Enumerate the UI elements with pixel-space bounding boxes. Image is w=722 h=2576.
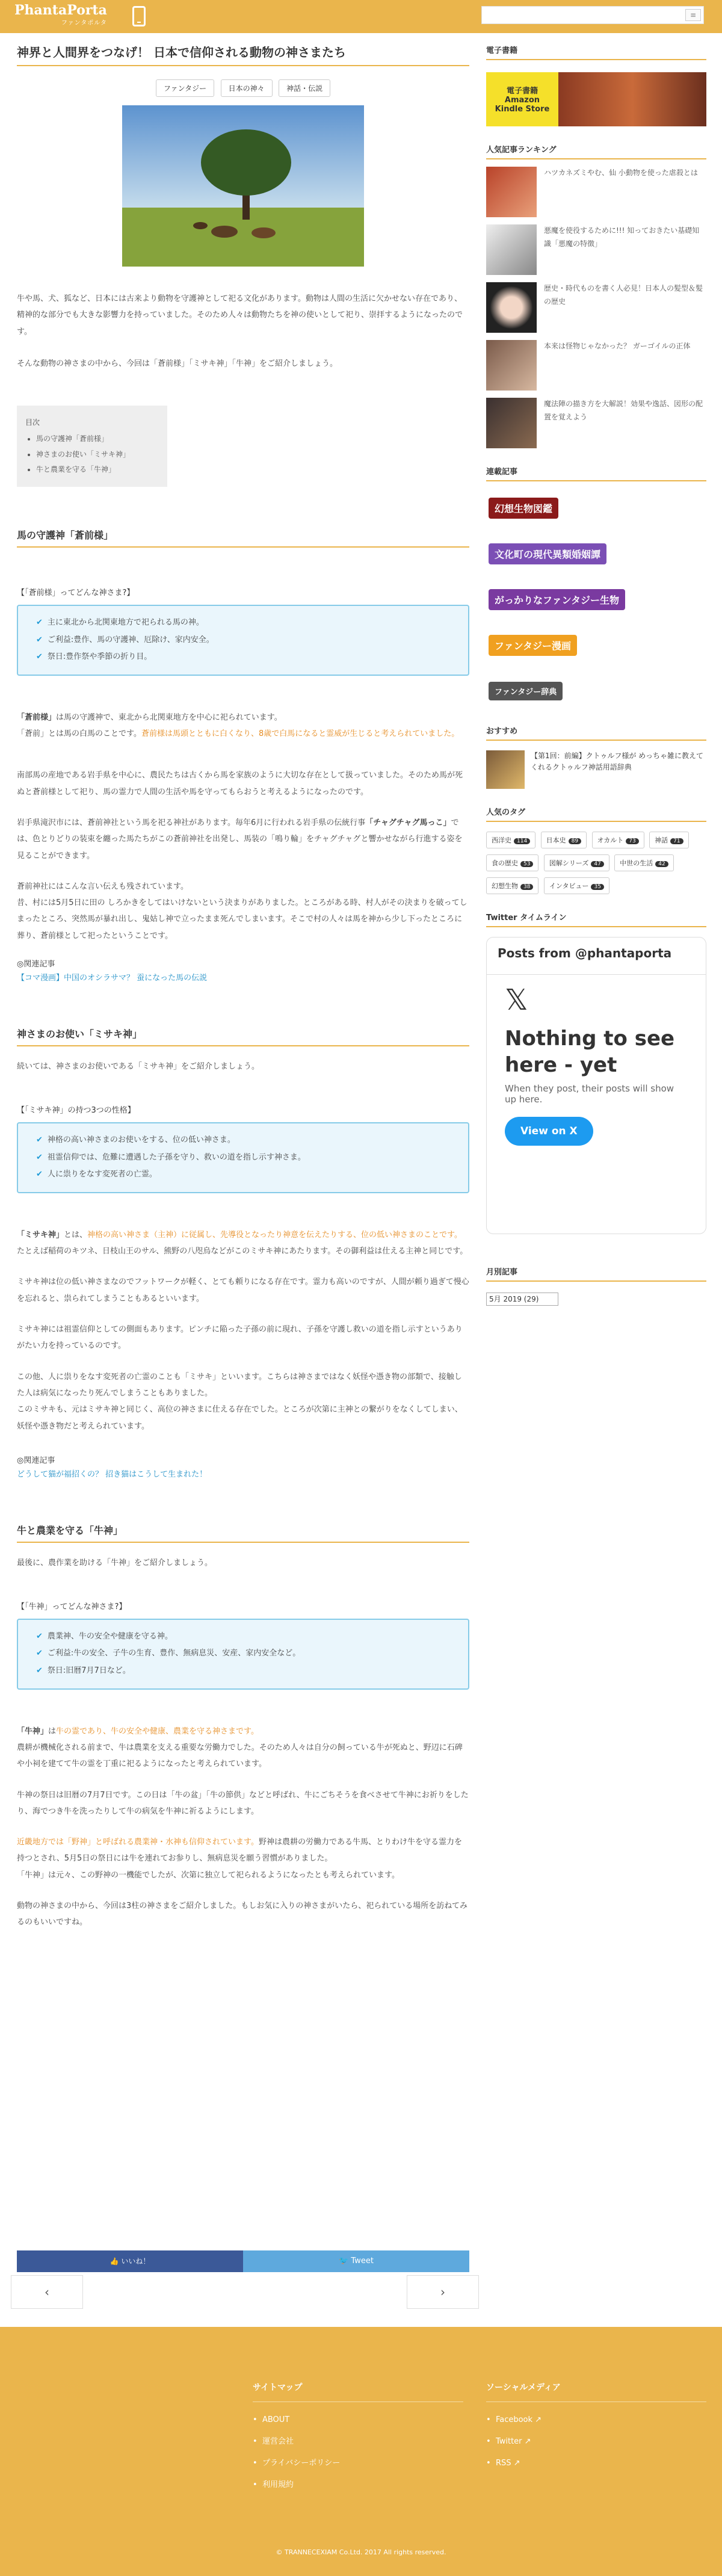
table-of-contents — [17, 406, 167, 487]
body-paragraph: 近畿地方では「野神」と呼ばれる農業神・水神も信仰されています。野神は農耕の労働力である牛馬、とりわけ牛を守る霊力を持つとされ、5月5日の祭日には牛を連れてお参りし、無病息災を願う習慣がありました。 「牛神」は元々、この野神の一機能でしたが、次第に独立して祀られるようになったとも考えられています。 — [17, 1838, 462, 1880]
related-link[interactable]: 【コマ漫画】中国のオシラサマ？ 蚕になった馬の伝説 — [17, 974, 208, 983]
footer-heading: ソーシャルメディア — [486, 2381, 706, 2402]
tweet-button[interactable]: 🐦 Tweet — [243, 2250, 469, 2272]
tag[interactable]: 日本の神々 — [221, 79, 273, 97]
widget-title: 電子書籍 — [486, 40, 706, 60]
body-paragraph: 「ミサキ神」とは、神格の高い神さま（主神）に従属し、先導役となったり神意を伝えたりする、位の低い神さまのことです。 たとえば稲荷のキツネ、日枝山王のサル、熊野の八咫烏などがこのミサキ神にあたります。その御利益は仕える主神と同じです。 — [17, 1230, 468, 1256]
footer-link[interactable]: • Facebook ↗ — [486, 2415, 542, 2424]
footer-heading: サイトマップ — [253, 2381, 463, 2402]
ranking-item[interactable]: 本来は怪物じゃなかった？ ガーゴイルの正体 — [486, 340, 706, 391]
popular-tag[interactable]: インタビュー 35 — [544, 877, 609, 894]
box-label: 【「ミサキ神」の持つ3つの性格】 — [17, 1106, 135, 1116]
info-item: ✔ 祭日:豊作祭や季節の折り目。 — [36, 652, 152, 662]
info-item: ✔ 祭日:旧暦7月7日など。 — [36, 1666, 131, 1676]
info-item: ✔ 神格の高い神さまのお使いをする、位の低い神さま。 — [36, 1135, 235, 1145]
mobile-icon[interactable] — [132, 6, 146, 26]
check-icon: ✔ — [36, 1649, 43, 1658]
x-logo-icon: 𝕏 — [505, 983, 528, 1017]
site-header — [0, 0, 722, 33]
widget-title: 月別記事 — [486, 1262, 706, 1282]
related-label: ◎関連記事 — [17, 1456, 55, 1465]
footer-link[interactable]: • Twitter ↗ — [486, 2437, 531, 2446]
check-icon: ✔ — [36, 1152, 43, 1162]
widget-title: 連載記事 — [486, 462, 706, 481]
related-label: ◎関連記事 — [17, 959, 55, 969]
body-paragraph: 動物の神さまの中から、今回は3柱の神さまをご紹介しました。もしお気に入りの神さまがいたら、祀られている場所を訪ねてみるのもいいですね。 — [17, 1901, 467, 1927]
serial-banner[interactable]: 文化町の現代異類婚姻譚 — [486, 534, 706, 573]
popular-tag[interactable]: 西洋史 114 — [486, 832, 535, 848]
info-item: ✔ 祖霊信仰では、危難に遭遇した子孫を守り、救いの道を指し示す神さま。 — [36, 1152, 306, 1162]
month-archive-select[interactable]: 5月 2019 (29) — [486, 1293, 558, 1306]
empty-message: When they post, their posts will show up here. — [505, 1083, 674, 1105]
popular-tag[interactable]: 幻想生物 38 — [486, 877, 538, 894]
next-article-button[interactable]: › — [407, 2275, 479, 2309]
info-item: ✔ ご利益:豊作、馬の守護神、厄除け、家内安全。 — [36, 635, 214, 644]
body-paragraph: 「蒼前様」は馬の守護神で、東北から北関東地方を中心に祀られています。 「蒼前」とは馬の白馬のことです。蒼前様は馬頭とともに白くなり、8歳で白馬になると霊威が生じると考えられていました。 — [17, 712, 460, 739]
footer-social — [486, 2381, 706, 2474]
popular-tag[interactable]: 図解シリーズ 47 — [544, 854, 609, 871]
check-icon: ✔ — [36, 1666, 43, 1676]
info-box — [17, 1122, 469, 1193]
article-tags — [17, 79, 469, 97]
search-input[interactable] — [481, 6, 704, 24]
ranking-item[interactable]: 歴史・時代ものを書く人必見！日本人の髪型＆髪の歴史 — [486, 282, 706, 333]
tag-cloud — [486, 832, 706, 900]
info-box — [17, 1619, 469, 1690]
serial-banner[interactable]: 幻想生物図鑑 — [486, 489, 706, 527]
recommended-article[interactable]: 【第1回：前編】クトゥルフ様が めっちゃ雑に教えてくれるクトゥルフ神話用語辞典 — [486, 750, 706, 789]
widget-title: Twitter タイムライン — [486, 907, 706, 927]
body-paragraph: 岩手県滝沢市には、蒼前神社という馬を祀る神社があります。毎年6月に行われる岩手県の伝統行事「チャグチャグ馬っこ」では、色とりどりの装束を纏った馬たちがこの蒼前神社を出発し、馬装の「鳴り輪」をチャグチャグと響かせながら行進する姿を見ることができます。 — [17, 818, 463, 860]
footer-link[interactable]: • 利用規約 — [253, 2480, 294, 2489]
footer-link[interactable]: • プライバシーポリシー — [253, 2459, 341, 2468]
twitter-timeline — [486, 937, 706, 1234]
footer-sitemap — [253, 2381, 463, 2496]
ebook-image — [558, 72, 706, 126]
related-articles — [17, 1454, 469, 1482]
ebook-label: 電子書籍 Amazon Kindle Store — [486, 72, 558, 126]
related-articles — [17, 957, 469, 986]
popular-tag[interactable]: 食の歴史 53 — [486, 854, 538, 871]
body-paragraph: 「牛神」は牛の霊であり、牛の安全や健康、農業を守る神さまです。 農耕が機械化される前まで、牛は農業を支える重要な労働力でした。そのため人々は自分の飼っている牛が死ぬと、野辺に石碑や小祠を建てて牛の霊を丁重に祀るようになったと考えられています。 — [17, 1726, 463, 1769]
article-title: 神界と人間界をつなげ！ 日本で信仰される動物の神さまたち — [17, 39, 469, 66]
sidebar — [486, 33, 706, 1306]
footer-link[interactable]: • ABOUT — [253, 2415, 290, 2424]
box-label: 【「牛神」ってどんな神さま?】 — [17, 1602, 127, 1611]
tag[interactable]: 神話・伝説 — [279, 79, 330, 97]
widget-title: おすすめ — [486, 721, 706, 741]
info-item: ✔ ご利益:牛の安全、子牛の生育、豊作、無病息災、安産、家内安全など。 — [36, 1649, 301, 1658]
site-logo[interactable]: PhantaPorta ファンタポルタ — [14, 2, 107, 26]
intro-paragraph-2: そんな動物の神さまの中から、今回は「蒼前様」「ミサキ神」「牛神」をご紹介しましょう。 — [17, 359, 338, 368]
check-icon: ✔ — [36, 635, 43, 644]
info-item: ✔ 農業神、牛の安全や健康を守る神。 — [36, 1631, 173, 1641]
body-paragraph: 続いては、神さまのお使いである「ミサキ神」をご紹介しましょう。 — [17, 1061, 260, 1071]
article — [17, 33, 469, 1931]
popular-tag[interactable]: 中世の生活 42 — [614, 854, 673, 871]
serial-banner[interactable]: がっかりなファンタジー生物 — [486, 580, 706, 619]
prev-article-button[interactable]: ‹ — [11, 2275, 83, 2309]
search-button[interactable]: ≡ — [685, 9, 701, 21]
footer-link[interactable]: • 運営会社 — [253, 2437, 294, 2446]
ebook-banner[interactable] — [486, 72, 706, 126]
body-paragraph: 最後に、農作業を助ける「牛神」をご紹介しましょう。 — [17, 1558, 213, 1568]
check-icon: ✔ — [36, 652, 43, 662]
ranking-item[interactable]: ハツカネズミやむ、仙 小動物を使った虐殺とは — [486, 167, 706, 217]
body-paragraph: ミサキ神には祖霊信仰としての側面もあります。ピンチに陥った子孫の前に現れ、子孫を守護し救いの道を指し示すというありがたい力を持っているのです。 — [17, 1325, 463, 1351]
body-paragraph: この他、人に祟りをなす変死者の亡霊のことも「ミサキ」といいます。こちらは神さまではなく妖怪や憑き物の部類で、接触した人は病気になったり死んでしまうこともありました。 このミサキも、元はミサキ神と同じく、高位の神さまに仕える存在でした。ところが次第に主神との繋がりをなくしてしまい、妖怪や憑き物だと考えられています。 — [17, 1372, 463, 1431]
toc-item[interactable]: • 牛と農業を守る「牛神」 — [36, 462, 159, 477]
ranking-item[interactable]: 魔法陣の描き方を大解説！効果や逸話、図形の配置を覚えよう — [486, 398, 706, 448]
widget-title: 人気のタグ — [486, 802, 706, 822]
share-bar — [17, 2250, 469, 2272]
twitter-header: Posts from @phantaporta — [487, 937, 706, 975]
check-icon: ✔ — [36, 617, 43, 627]
serial-banner[interactable]: ファンタジー辞典 — [486, 672, 706, 710]
toc-title: 目次 — [25, 418, 40, 427]
check-icon: ✔ — [36, 1135, 43, 1145]
section-heading: 神さまのお使い「ミサキ神」 — [17, 1022, 469, 1046]
serial-banner[interactable]: ファンタジー漫画 — [486, 626, 706, 664]
section-heading: 牛と農業を守る「牛神」 — [17, 1518, 469, 1543]
intro-paragraph: 牛や馬、犬、狐など、日本には古来より動物を守護神として祀る文化があります。動物は人間の生活に欠かせない存在であり、精神的な部分でも大きな影響力を持っていました。そのため人々は動物たちを神の使いとして祀り、崇拝するようになったのです。 — [17, 294, 463, 336]
toc-item[interactable]: • 神さまのお使い「ミサキ神」 — [36, 447, 159, 462]
check-icon: ✔ — [36, 1631, 43, 1641]
view-on-x-button[interactable]: View on X — [505, 1117, 593, 1146]
body-paragraph: 南部馬の産地である岩手県を中心に、農民たちは古くから馬を家族のように大切な存在として扱っていました。そのため馬が死ぬと蒼前様として祀り、馬の霊力で人間の生活や馬を守ってもらおうと考えるようになったのです。 — [17, 771, 463, 797]
check-icon: ✔ — [36, 1170, 43, 1179]
body-paragraph: 牛神の祭日は旧暦の7月7日です。この日は「牛の盆」「牛の節供」などと呼ばれ、牛にごちそうを食べさせて牛神にお祈りをしたり、海でつき牛を洗ったりして牛の病気を牛神に祈るようにします。 — [17, 1790, 469, 1816]
section-heading: 馬の守護神「蒼前様」 — [17, 523, 469, 548]
info-box — [17, 605, 469, 676]
popular-tag[interactable]: オカルト 73 — [592, 832, 644, 848]
footer-link[interactable]: • RSS ↗ — [486, 2459, 520, 2468]
body-paragraph: 蒼前神社にはこんな言い伝えも残されています。 昔、村には5月5日に田の しろかきをしてはいけないという決まりがありました。ところがある時、村人がその決まりを破ってしまったところ、突然馬が暴れ出し、鬼姑し神で立ったまま死んでしまいます。そこで村の人々は馬を神から少し下ったところに葬り、蒼前様として祀ったということです。 — [17, 882, 467, 941]
hero-image — [122, 105, 364, 267]
popular-tag[interactable]: 神話 71 — [649, 832, 688, 848]
site-footer — [0, 2327, 722, 2576]
popular-tag[interactable]: 日本史 89 — [541, 832, 587, 848]
box-label: 【「蒼前様」ってどんな神さま?】 — [17, 588, 135, 598]
toc-item[interactable]: • 馬の守護神「蒼前様」 — [36, 431, 159, 446]
tag[interactable]: ファンタジー — [156, 79, 214, 97]
info-item: ✔ 主に東北から北関東地方で祀られる馬の神。 — [36, 617, 204, 627]
empty-title: Nothing to see here - yet — [505, 1027, 675, 1078]
widget-title: 人気記事ランキング — [486, 140, 706, 159]
copyright: © TRANNECEXIAM Co.Ltd. 2017 All rights reserved. — [276, 2548, 446, 2556]
ranking-item[interactable]: 悪魔を使役するために!!! 知っておきたい基礎知識「悪魔の特徴」 — [486, 224, 706, 275]
body-paragraph: ミサキ神は位の低い神さまなのでフットワークが軽く、とても頼りになる存在です。霊力も高いのですが、人間が頼り過ぎて慢心を忘れると、祟られてしまうこともあるといいます。 — [17, 1277, 469, 1303]
facebook-like-button[interactable]: 👍 いいね！ — [17, 2250, 243, 2272]
info-item: ✔ 人に祟りをなす変死者の亡霊。 — [36, 1170, 157, 1179]
related-link[interactable]: どうして猫が福招くの？ 招き猫はこうして生まれた！ — [17, 1470, 208, 1480]
